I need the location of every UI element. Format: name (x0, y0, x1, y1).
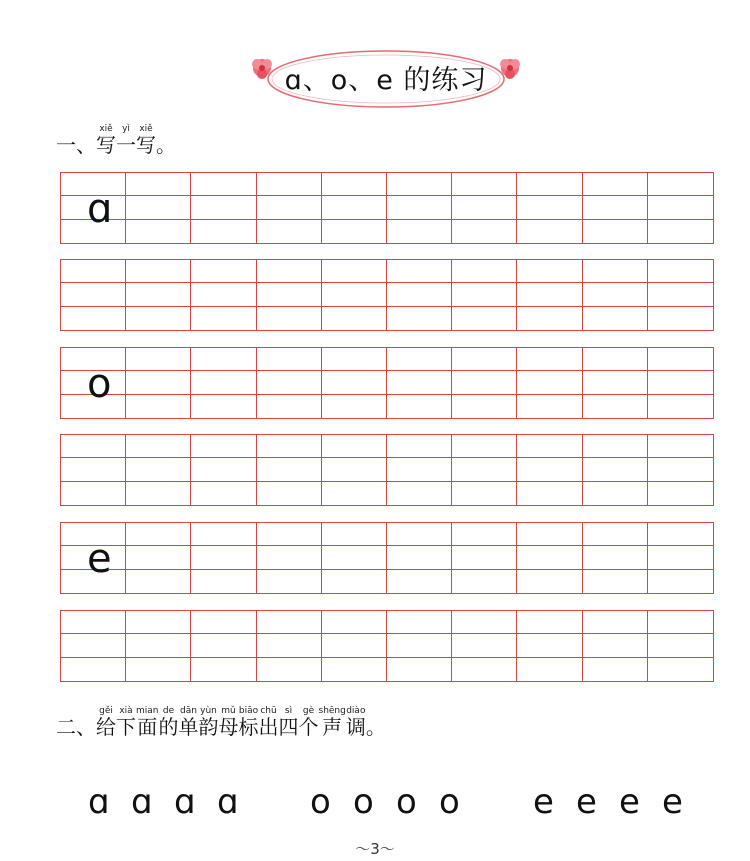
section-1-heading (56, 124, 176, 158)
grid-cell[interactable] (191, 546, 256, 569)
grid-cell[interactable] (322, 283, 387, 306)
heading-char (136, 706, 159, 739)
grid-cell[interactable] (387, 196, 452, 219)
grid-cell[interactable] (648, 173, 713, 196)
hanzi: 出 (258, 715, 279, 739)
grid-cell[interactable] (517, 523, 582, 546)
grid-cell[interactable] (387, 260, 452, 283)
pinyin: xiě (136, 124, 156, 134)
grid-cell[interactable] (387, 371, 452, 394)
grid-cell[interactable] (61, 435, 126, 458)
grid-cell[interactable] (126, 307, 191, 330)
grid-cell[interactable] (257, 658, 322, 681)
grid-cell[interactable] (583, 458, 648, 481)
pinyin: gěi (96, 706, 116, 716)
grid-cell[interactable] (387, 283, 452, 306)
grid-cell[interactable] (387, 523, 452, 546)
grid-cell[interactable] (191, 283, 256, 306)
grid-cell[interactable] (126, 196, 191, 219)
grid-cell[interactable] (517, 482, 582, 505)
grid-cell[interactable] (648, 523, 713, 546)
vowel: ɑ (174, 782, 196, 822)
grid-cell[interactable] (452, 611, 517, 634)
grid-cell[interactable] (126, 220, 191, 243)
vowel: o (439, 782, 460, 822)
grid-cell[interactable] (452, 458, 517, 481)
grid-cell[interactable] (322, 546, 387, 569)
pinyin: chū (258, 706, 279, 716)
grid-cell[interactable] (648, 220, 713, 243)
vowel: o (353, 782, 374, 822)
grid-cell[interactable] (517, 395, 582, 418)
grid-cell[interactable] (648, 260, 713, 283)
grid-cell[interactable] (648, 196, 713, 219)
vowel: e (619, 782, 640, 822)
example-letter: o (87, 361, 112, 407)
grid-cell[interactable] (648, 658, 713, 681)
grid-cell[interactable] (126, 611, 191, 634)
grid-cell[interactable] (517, 611, 582, 634)
vowel: ɑ (131, 782, 153, 822)
grid-cell[interactable] (126, 395, 191, 418)
hanzi: 写 (136, 133, 156, 157)
grid-cell[interactable] (322, 371, 387, 394)
grid-cell[interactable] (452, 307, 517, 330)
grid-cell[interactable] (191, 220, 256, 243)
grid-cell[interactable] (257, 570, 322, 593)
grid-cell[interactable] (517, 307, 582, 330)
grid-cell[interactable] (61, 482, 126, 505)
grid-cell[interactable] (648, 395, 713, 418)
grid-cell[interactable] (648, 307, 713, 330)
grid-cell[interactable] (452, 658, 517, 681)
section-1-instruction (96, 124, 156, 157)
grid-cell[interactable] (648, 435, 713, 458)
grid-cell[interactable] (387, 395, 452, 418)
pinyin: yùn (198, 706, 219, 716)
grid-cell[interactable] (648, 283, 713, 306)
pinyin: biāo (238, 706, 259, 716)
section-1-number: 一、 (56, 133, 96, 157)
vowel: o (396, 782, 417, 822)
grid-cell[interactable] (126, 546, 191, 569)
grid-cell[interactable] (126, 435, 191, 458)
heading-char (96, 706, 116, 739)
grid-cell[interactable] (387, 482, 452, 505)
example-letter: ɑ (87, 186, 113, 232)
hanzi: 个 (298, 715, 319, 739)
grid-cell[interactable] (387, 348, 452, 371)
hanzi: 声 (318, 715, 346, 739)
page-number: ～3～ (355, 840, 395, 858)
grid-cell[interactable] (517, 658, 582, 681)
grid-cell[interactable] (648, 371, 713, 394)
grid-cell[interactable] (583, 196, 648, 219)
vowel: ɑ (88, 782, 110, 822)
grid-cell[interactable] (583, 482, 648, 505)
pinyin: de (158, 706, 179, 716)
hanzi: 下 (116, 715, 136, 739)
grid-cell[interactable] (387, 658, 452, 681)
heading-char (258, 706, 279, 739)
pinyin: mǔ (218, 706, 239, 716)
grid-cell[interactable] (322, 458, 387, 481)
grid-cell[interactable] (452, 395, 517, 418)
grid-cell[interactable] (322, 173, 387, 196)
grid-cell[interactable] (257, 523, 322, 546)
grid-cell[interactable] (583, 371, 648, 394)
grid-cell[interactable] (191, 196, 256, 219)
grid-cell[interactable] (517, 570, 582, 593)
hanzi: 四 (278, 715, 299, 739)
writing-grid[interactable] (60, 259, 714, 331)
heading-char (136, 124, 156, 157)
grid-cell[interactable] (257, 395, 322, 418)
grid-cell[interactable] (583, 307, 648, 330)
heading-char (298, 706, 319, 739)
writing-grid[interactable] (60, 434, 714, 506)
heading-char (158, 706, 179, 739)
grid-cell[interactable] (61, 283, 126, 306)
grid-cell[interactable] (126, 283, 191, 306)
grid-cell[interactable] (583, 283, 648, 306)
vowel: e (533, 782, 554, 822)
grid-cell[interactable] (583, 173, 648, 196)
grid-cell[interactable] (126, 658, 191, 681)
section-2-heading (56, 706, 386, 740)
page-title: ɑ、o、e 的练习 (284, 65, 488, 96)
heading-char (278, 706, 299, 739)
grid-cell[interactable] (191, 348, 256, 371)
grid-cell[interactable] (257, 482, 322, 505)
grid-cell[interactable] (191, 307, 256, 330)
grid-cell[interactable] (61, 307, 126, 330)
section-2-ending: 。 (365, 715, 386, 739)
grid-cell[interactable] (648, 546, 713, 569)
grid-cell[interactable] (583, 348, 648, 371)
grid-cell[interactable] (387, 546, 452, 569)
grid-cell[interactable] (126, 173, 191, 196)
grid-cell[interactable] (452, 196, 517, 219)
grid-cell[interactable] (257, 220, 322, 243)
grid-cell[interactable] (191, 458, 256, 481)
grid-cell[interactable] (648, 634, 713, 657)
grid-cell[interactable] (583, 658, 648, 681)
grid-cell[interactable] (322, 570, 387, 593)
heading-char (116, 124, 136, 157)
grid-cell[interactable] (322, 260, 387, 283)
grid-cell[interactable] (61, 611, 126, 634)
pinyin: sì (278, 706, 299, 716)
grid-cell[interactable] (257, 371, 322, 394)
grid-cell[interactable] (61, 658, 126, 681)
grid-cell[interactable] (517, 458, 582, 481)
grid-cell[interactable] (583, 435, 648, 458)
grid-cell[interactable] (452, 482, 517, 505)
grid-cell[interactable] (387, 634, 452, 657)
section-2-number: 二、 (56, 715, 96, 739)
grid-cell[interactable] (583, 220, 648, 243)
hanzi: 母 (218, 715, 239, 739)
grid-cell[interactable] (452, 523, 517, 546)
grid-cell[interactable] (452, 371, 517, 394)
grid-cell[interactable] (452, 173, 517, 196)
grid-cell[interactable] (583, 546, 648, 569)
vowel-group-e (533, 782, 705, 822)
heading-char (238, 706, 259, 739)
hanzi: 的 (158, 715, 179, 739)
grid-cell[interactable] (452, 570, 517, 593)
grid-cell[interactable] (191, 435, 256, 458)
grid-cell[interactable] (648, 348, 713, 371)
grid-cell[interactable] (257, 634, 322, 657)
grid-cell[interactable] (126, 260, 191, 283)
grid-cell[interactable] (648, 482, 713, 505)
grid-cell[interactable] (517, 435, 582, 458)
grid-cell[interactable] (517, 220, 582, 243)
grid-cell[interactable] (322, 611, 387, 634)
heading-char (318, 706, 346, 739)
hanzi: 单 (178, 715, 199, 739)
grid-cell[interactable] (191, 634, 256, 657)
grid-cell[interactable] (452, 283, 517, 306)
grid-cell[interactable] (322, 348, 387, 371)
grid-cell[interactable] (517, 546, 582, 569)
vowel: ɑ (217, 782, 239, 822)
grid-cell[interactable] (583, 260, 648, 283)
section-1-ending: 。 (156, 133, 176, 157)
grid-cell[interactable] (257, 196, 322, 219)
grid-cell[interactable] (452, 435, 517, 458)
hanzi: 面 (136, 715, 159, 739)
grid-cell[interactable] (452, 634, 517, 657)
grid-cell[interactable] (257, 283, 322, 306)
grid-cell[interactable] (191, 395, 256, 418)
grid-cell[interactable] (191, 611, 256, 634)
pinyin: shēng (318, 706, 346, 716)
heading-char (178, 706, 199, 739)
grid-cell[interactable] (517, 260, 582, 283)
grid-cell[interactable] (517, 371, 582, 394)
grid-cell[interactable] (517, 283, 582, 306)
grid-cell[interactable] (126, 482, 191, 505)
grid-cell[interactable] (126, 570, 191, 593)
grid-cell[interactable] (257, 546, 322, 569)
vowel-group-o (310, 782, 482, 822)
grid-cell[interactable] (322, 482, 387, 505)
heading-char (218, 706, 239, 739)
grid-cell[interactable] (257, 173, 322, 196)
heading-char (116, 706, 136, 739)
grid-cell[interactable] (452, 220, 517, 243)
pinyin: diào (345, 706, 366, 716)
grid-cell[interactable] (257, 611, 322, 634)
grid-cell[interactable] (387, 570, 452, 593)
vowel: e (576, 782, 597, 822)
grid-cell[interactable] (61, 634, 126, 657)
vowel: o (310, 782, 331, 822)
grid-cell[interactable] (126, 348, 191, 371)
pinyin: yì (116, 124, 136, 134)
grid-cell[interactable] (191, 482, 256, 505)
grid-cell[interactable] (583, 395, 648, 418)
grid-cell[interactable] (387, 220, 452, 243)
grid-cell[interactable] (61, 458, 126, 481)
hanzi: 给 (96, 715, 116, 739)
grid-cell[interactable] (322, 220, 387, 243)
grid-cell[interactable] (257, 458, 322, 481)
writing-grid[interactable] (60, 522, 714, 594)
grid-cell[interactable] (387, 611, 452, 634)
heading-char (345, 706, 366, 739)
writing-grid[interactable] (60, 347, 714, 419)
grid-cell[interactable] (517, 173, 582, 196)
grid-cell[interactable] (387, 458, 452, 481)
grid-cell[interactable] (517, 196, 582, 219)
pinyin: mian (136, 706, 159, 716)
pinyin: dān (178, 706, 199, 716)
grid-cell[interactable] (648, 611, 713, 634)
grid-cell[interactable] (191, 173, 256, 196)
grid-cell[interactable] (61, 260, 126, 283)
grid-cell[interactable] (257, 435, 322, 458)
grid-cell[interactable] (387, 307, 452, 330)
grid-cell[interactable] (191, 658, 256, 681)
grid-cell[interactable] (583, 611, 648, 634)
grid-cell[interactable] (648, 570, 713, 593)
heading-char (198, 706, 219, 739)
grid-cell[interactable] (452, 348, 517, 371)
grid-cell[interactable] (126, 634, 191, 657)
grid-cell[interactable] (257, 348, 322, 371)
grid-cell[interactable] (322, 634, 387, 657)
grid-cell[interactable] (387, 173, 452, 196)
grid-cell[interactable] (126, 523, 191, 546)
grid-cell[interactable] (322, 435, 387, 458)
hanzi: 一 (116, 133, 136, 157)
grid-cell[interactable] (191, 260, 256, 283)
grid-cell[interactable] (583, 570, 648, 593)
hanzi: 标 (238, 715, 259, 739)
writing-grid[interactable] (60, 610, 714, 682)
grid-cell[interactable] (583, 523, 648, 546)
grid-cell[interactable] (191, 371, 256, 394)
grid-cell[interactable] (126, 458, 191, 481)
pinyin: xià (116, 706, 136, 716)
hanzi: 写 (96, 133, 116, 157)
grid-cell[interactable] (583, 634, 648, 657)
grid-cell[interactable] (517, 348, 582, 371)
grid-cell[interactable] (452, 546, 517, 569)
hanzi: 韵 (198, 715, 219, 739)
heading-char (96, 124, 116, 157)
grid-cell[interactable] (322, 196, 387, 219)
grid-cell[interactable] (648, 458, 713, 481)
section-2-instruction (96, 706, 366, 739)
grid-cell[interactable] (257, 260, 322, 283)
grid-cell[interactable] (452, 260, 517, 283)
example-letter: e (87, 536, 112, 582)
grid-cell[interactable] (322, 658, 387, 681)
hanzi: 调 (345, 715, 366, 739)
grid-cell[interactable] (387, 435, 452, 458)
vowel-group-a (88, 782, 260, 822)
grid-cell[interactable] (517, 634, 582, 657)
writing-grid[interactable] (60, 172, 714, 244)
pinyin: xiě (96, 124, 116, 134)
grid-cell[interactable] (126, 371, 191, 394)
grid-cell[interactable] (322, 395, 387, 418)
vowel: e (662, 782, 683, 822)
grid-cell[interactable] (257, 307, 322, 330)
grid-cell[interactable] (322, 307, 387, 330)
title-banner (244, 46, 528, 112)
grid-cell[interactable] (191, 523, 256, 546)
grid-cell[interactable] (322, 523, 387, 546)
pinyin: gè (298, 706, 319, 716)
grid-cell[interactable] (191, 570, 256, 593)
